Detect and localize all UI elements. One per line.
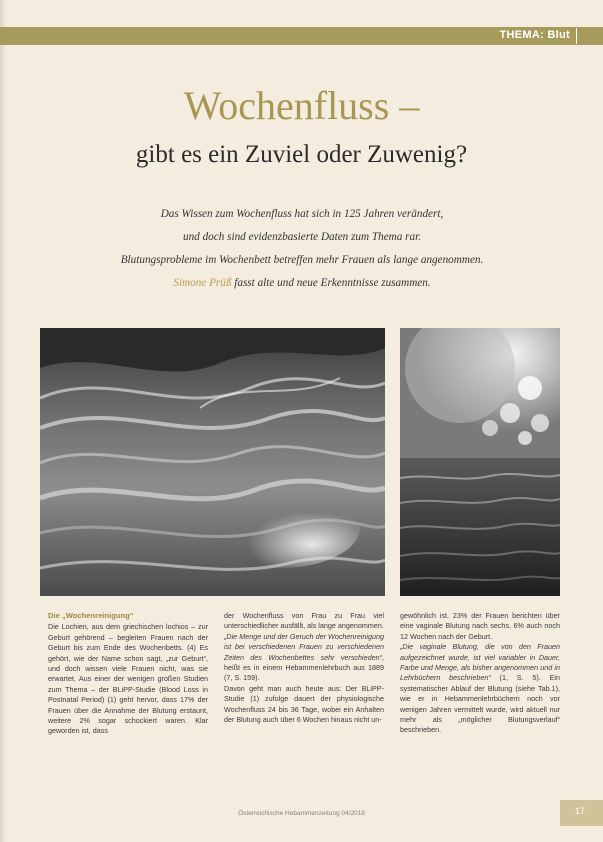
column-3-text-2: (1, S. 5). Ein systematischer Ablauf der Blutung (siehe Tab.1), wie er in Hebammenlehrbüchern noch vor wenigen Jahren vermittelt wurde, wird aktuell nur mehr als „möglicher Blutungsverlauf“ beschrieben. [400, 673, 560, 735]
water-reflection-photo [400, 328, 560, 596]
intro-line-4 [60, 272, 544, 295]
column-2-text-1: der Wochenfluss von Frau zu Frau viel unterschiedlicher ausfällt, als lange angenommen. [224, 611, 384, 631]
intro-line-1: Das Wissen zum Wochenfluss hat sich in 125 Jahren verändert, [160, 208, 444, 220]
section-tag: THEMA: Blut [499, 29, 570, 41]
column-2-text-2: , heißt es in einem Hebammenlehrbuch aus 1889 (7, S. 159). [224, 652, 384, 683]
water-waves-photo [40, 328, 385, 596]
intro-line-3: Blutungsprobleme im Wochenbett betreffen mehr Frauen als lange angenommen. [120, 254, 484, 266]
article-subtitle: gibt es ein Zuviel oder Zuwenig? [135, 141, 468, 168]
column-2-quote: „Die Menge und der Geruch der Wochenreinigung ist bei verschiedenen Frauen zu verschiedenen Zeiten des Wochenbettes sehr verschieden“ [224, 631, 384, 662]
journal-footer: Österreichische Hebammenzeitung 04/2018 [238, 810, 365, 817]
column-3-quote: „Die vaginale Blutung, die von den Frauen aufgezeichnet wurde, ist viel variabler in Dauer, Farbe und Menge, als bisher angenommen und in Lehrbüchern beschrieben“ [400, 642, 560, 683]
section-tag-divider [576, 28, 577, 44]
text-column-1 [48, 611, 208, 737]
article-intro [60, 203, 544, 295]
intro-line-4-rest: fasst alte und neue Erkenntnisse zusammen. [231, 277, 431, 289]
column-1-text: Die Lochien, aus dem griechischen lochios – zur Geburt gehörend – begleiten Frauen nach der Geburt bis zum Ende des Wochenbetts. (4) Es gehört, wie der Name schon sagt, „zur Geburt“, und doch wissen viele Frauen nicht, was sie erwartet. Aus einer der wenigen großen Studien zum Thema – der BLiPP-Studie (Blood Loss in Postnatal Period) (1) geht hervor, dass 17% der Frauen über die Annahme der Blutung erstaunt, weitere 2% sogar schockiert waren. Klar geworden ist, dass [48, 622, 208, 736]
article-title: Wochenfluss – [183, 83, 420, 128]
text-column-3 [400, 611, 560, 736]
article-body [48, 611, 560, 805]
column-1-heading: Die „Wochenreinigung“ [48, 611, 134, 620]
intro-line-2: und doch sind evidenzbasierte Daten zum Thema rar. [182, 231, 422, 243]
column-2-text-3: Davon geht man auch heute aus: Der BLiPP-Studie (1) zufolge dauert der physiologische Wochenfluss 24 bis 36 Tage, wobei ein Anhalten der Blutung auch über 6 Wochen hinaus nicht un- [224, 683, 384, 725]
author-name: Simone Prüß [173, 277, 232, 289]
column-3-text-1: gewöhnlich ist. 23% der Frauen berichten über eine vaginale Blutung nach sechs, 6% auch noch 12 Wochen nach der Geburt. [400, 611, 560, 641]
page-number: 17 [575, 806, 586, 816]
text-column-2 [224, 611, 384, 725]
